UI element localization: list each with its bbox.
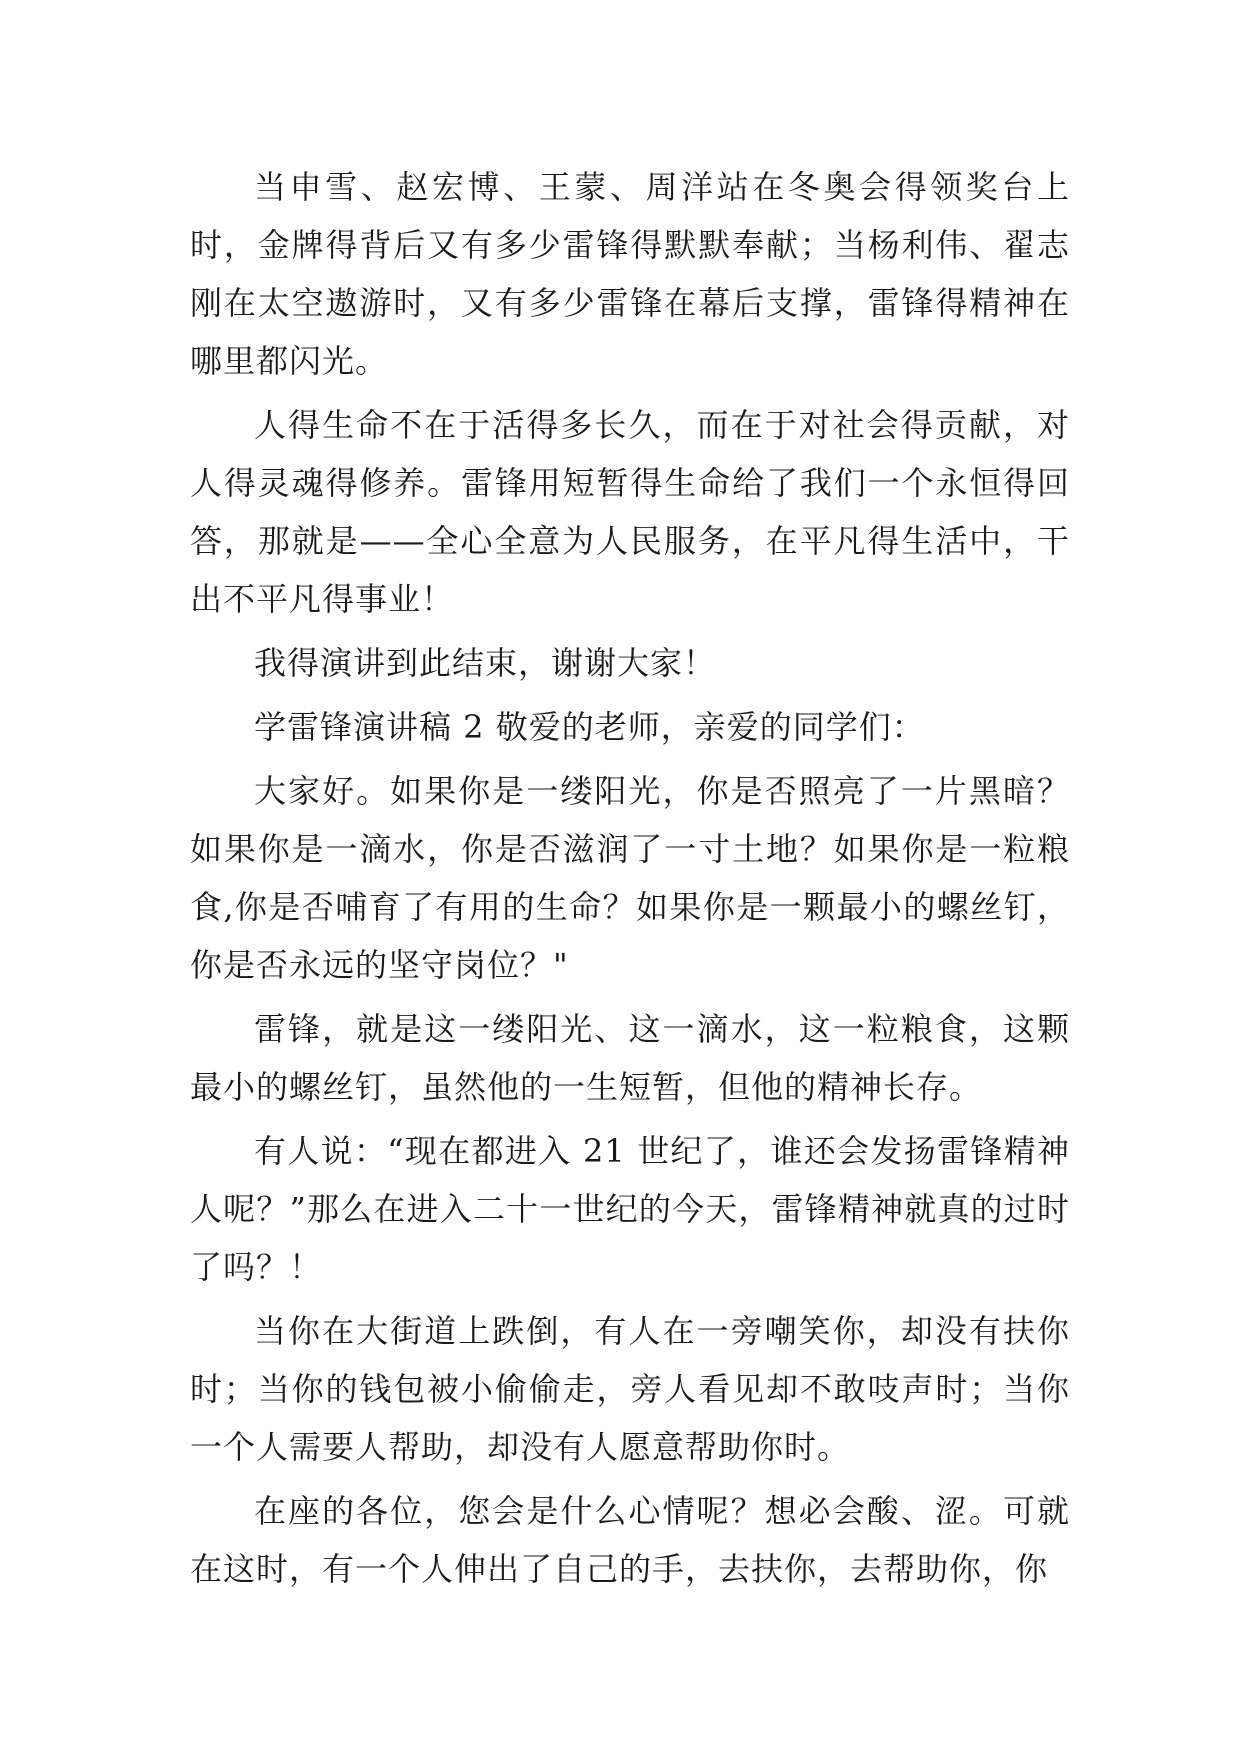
paragraph-5: 大家好。如果你是一缕阳光，你是否照亮了一片黑暗？如果你是一滴水，你是否滋润了一寸土地？如果你是一粒粮食,你是否哺育了有用的生命？如果你是一颗最小的螺丝钉，你是否永远的坚守岗位？" xyxy=(190,772,1070,984)
paragraph-3: 我得演讲到此结束，谢谢大家！ xyxy=(254,644,717,682)
paragraph-1: 当申雪、赵宏博、王蒙、周洋站在冬奥会得领奖台上时，金牌得背后又有多少雷锋得默默奉献；当杨利伟、翟志刚在太空遨游时，又有多少雷锋在幕后支撑，雷锋得精神在哪里都闪光。 xyxy=(190,168,1070,380)
paragraph-6: 雷锋，就是这一缕阳光、这一滴水，这一粒粮食，这颗最小的螺丝钉，虽然他的一生短暂，但他的精神长存。 xyxy=(190,1010,1070,1106)
paragraph-9: 在座的各位，您会是什么心情呢？想必会酸、涩。可就在这时，有一个人伸出了自己的手，去扶你，去帮助你，你 xyxy=(190,1492,1070,1588)
paragraph-8: 当你在大街道上跌倒，有人在一旁嘲笑你，却没有扶你时；当你的钱包被小偷偷走，旁人看见却不敢吱声时；当你一个人需要人帮助，却没有人愿意帮助你时。 xyxy=(190,1312,1070,1466)
paragraph-4-speech-heading: 学雷锋演讲稿 2 敬爱的老师，亲爱的同学们： xyxy=(254,708,925,746)
paragraph-2: 人得生命不在于活得多长久，而在于对社会得贡献，对人得灵魂得修养。雷锋用短暂得生命给了我们一个永恒得回答，那就是——全心全意为人民服务，在平凡得生活中，干出不平凡得事业！ xyxy=(190,406,1070,618)
paragraph-7: 有人说：“现在都进入 21 世纪了，谁还会发扬雷锋精神人呢？”那么在进入二十一世纪的今天，雷锋精神就真的过时了吗？！ xyxy=(190,1132,1070,1286)
document-body xyxy=(190,158,1070,1604)
